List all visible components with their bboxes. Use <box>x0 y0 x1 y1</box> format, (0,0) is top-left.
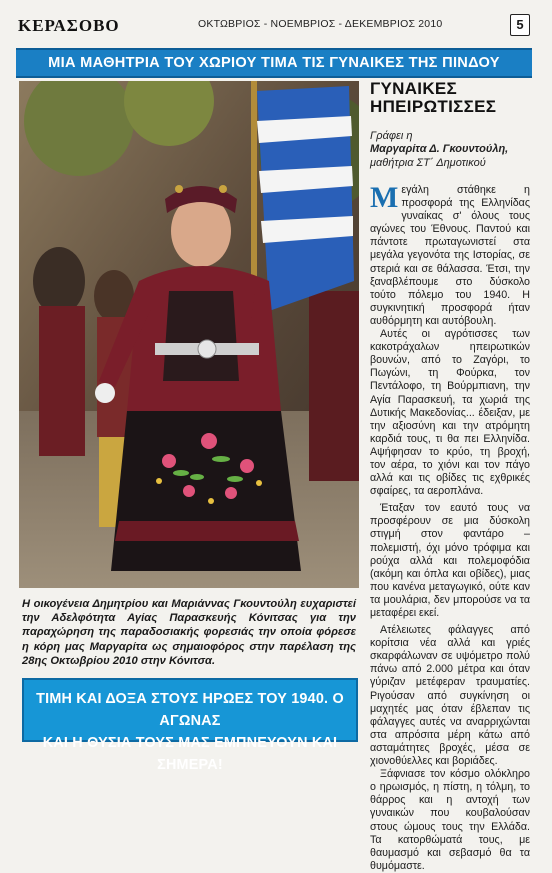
drop-cap: Μ <box>370 181 399 214</box>
article-title <box>370 80 530 116</box>
article-paragraph-4: Ατέλειωτες φάλαγγες από κορίτσια νέα αλλά και γριές σκαρφάλωναν σε υψόμετρο πολύ πάνω από 2.000 μέτρα και όταν γύριζαν μετέφεραν τραυματίες. Ριγούσαν από συγκίνηση οι μαχητές μας όταν έβλεπαν τις φάλαγγες αυτές να αναρριχώνται στα απρόσιτα μέρη κάτω από ασταμάτητες βροχές, μέσα σε χιονοθύελλες και βοριάδες. <box>370 624 530 768</box>
issue-dateline: ΟΚΤΩΒΡΙΟΣ - ΝΟΕΜΒΡΙΟΣ - ΔΕΚΕΜΒΡΙΟΣ 2010 <box>198 18 443 30</box>
page-number: 5 <box>510 14 530 36</box>
banner-line-2: ΚΑΙ Η ΘΥΣΙΑ ΤΟΥΣ ΜΑΣ ΕΜΠΝΕΥΟΥΝ ΚΑΙ ΣΗΜΕΡΑ! <box>42 735 338 773</box>
photo-caption: Η οικογένεια Δημητρίου και Μαριάννας Γκουντούλη ευχαριστεί την Αδελφότητα Αγίας Παρασκευής Κόνιτσας για την παραχώρηση της παραδοσιακής φορεσιάς την οποία φόρεσε η κόρη μας Μαργαρίτα ως σημαιοφόρος στην παρέλαση της 28ης Οκτωβρίου 2010 στην Κόνιτσα. <box>22 598 356 667</box>
article-title-line-2: ΗΠΕΙΡΩΤΙΣΣΕΣ <box>370 97 497 116</box>
byline-role: μαθήτρια ΣΤ΄ Δημοτικού <box>370 157 486 169</box>
article-headline: ΜΙΑ ΜΑΘΗΤΡΙΑ ΤΟΥ ΧΩΡΙΟΥ ΤΙΜΑ ΤΙΣ ΓΥΝΑΙΚΕΣ ΤΗΣ ΠΙΝΔΟΥ <box>16 48 532 78</box>
article-title-line-1: ΓΥΝΑΙΚΕΣ <box>370 79 458 98</box>
article-column <box>370 80 530 873</box>
article-paragraph-5: Ξάφνιασε τον κόσμο ολόκληρο ο ηρωισμός, η πίστη, η τόλμη, το θάρρος και η αντοχή των γυναικών που κουβαλούσαν στους ώμους τους την Ελλάδα. Τα κατορθώματά τους, με θαυμασμό και σεβασμό θα τα θυμόμαστε. <box>370 768 530 872</box>
tribute-banner <box>22 678 358 773</box>
article-paragraph-1-text: εγάλη στάθηκε η προσφορά της Ελληνίδας γυναίκας σ' όλους τους αγώνες του Έθνους. Παντού και πάντοτε πρωταγωνιστεί στα μεγάλα γεγονότα της Ιστορίας, σε στεριά και σε θάλασσα. Έτσι, την ξαναβλέπουμε στο δύσκολο τούτο πόλεμο του 1940. Η συγκινητική προσφορά ήταν αυθόρμητη και αυτόβουλη. <box>370 184 530 327</box>
girl-with-flag-photo <box>19 81 359 588</box>
byline-lead: Γράφει η <box>370 130 413 142</box>
masthead <box>16 14 536 42</box>
article-paragraph-3: Έταξαν τον εαυτό τους να προσφέρουν σε μια δύσκολη στιγμή στον φαντάρο – πολεμιστή, όχι μόνο τρόφιμα και ρούχα αλλά και πολεμοφόδια (ακόμη και όπλα και οβίδες), μιας που κανένα μεταγωγικό, ούτε καν τα μουλάρια, δεν μπορούσε να τα μεταφέρει εκεί. <box>370 502 530 619</box>
photo-girl-with-flag-icon <box>19 81 359 588</box>
article-paragraph-2: Αυτές οι αγρότισσες των κακοτράχαλων ηπειρωτικών βουνών, από το Ζαγόρι, το Πωγώνι, τη Φούρκα, τον Πεντάλοφο, τη Βούρμπιανη, την Αγία Παρασκευή, τα χωριά της Δυτικής Μακεδονίας... έδειξαν, με την αξιοσύνη και την ατρόμητη καρδιά τους, τι θα πει Ελληνίδα. Αψήφησαν το κρύο, τη βροχή, τον αέρα, το χιόνι και τον πάγο αλλά και τις οβίδες τις εχθρικές σφαίρες, τα αεροπλάνα. <box>370 328 530 498</box>
byline-author: Μαργαρίτα Δ. Γκουντούλη, <box>370 143 509 155</box>
newspaper-logo: ΚΕΡΑΣΟΒΟ <box>18 16 120 35</box>
banner-line-1: ΤΙΜΗ ΚΑΙ ΔΟΞΑ ΣΤΟΥΣ ΗΡΩΕΣ ΤΟΥ 1940. Ο ΑΓΩΝΑΣ <box>36 691 344 729</box>
article-paragraph-1 <box>370 181 530 328</box>
